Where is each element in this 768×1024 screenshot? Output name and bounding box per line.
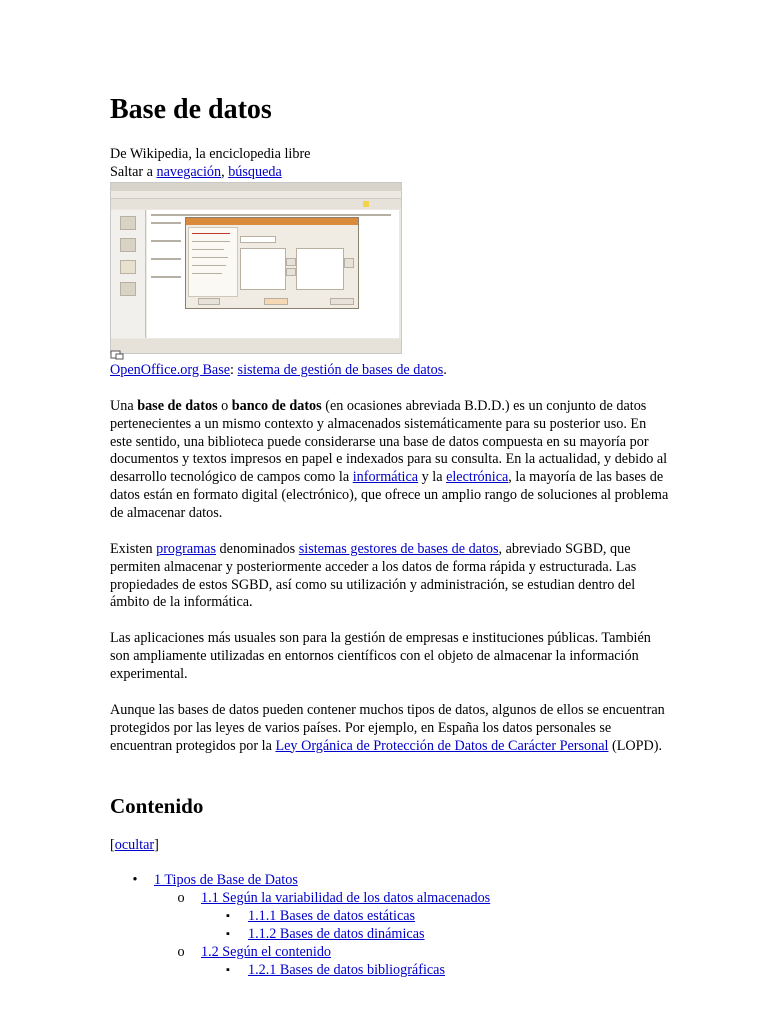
paragraph-3: Las aplicaciones más usuales son para la gestión de empresas e instituciones públicas. También son ampliamente utilizadas en entornos científicos con el objeto de almacenar la información experimental. [110, 630, 651, 682]
figure-image[interactable] [110, 182, 402, 354]
caption-link-sgbd[interactable]: sistema de gestión de bases de datos [237, 362, 444, 378]
tagline: De Wikipedia, la enciclopedia libre [110, 146, 311, 162]
toc-link[interactable]: 1 Tipos de Base de Datos [154, 872, 298, 888]
toc-link[interactable]: 1.1.1 Bases de datos estáticas [248, 908, 416, 924]
toc-hide-link[interactable]: ocultar [114, 837, 155, 853]
toc-link[interactable]: 1.2.1 Bases de datos bibliográficas [248, 962, 446, 978]
paragraph-4: Aunque las bases de datos pueden contener muchos tipos de datos, algunos de ellos se encuentran protegidos por las leyes de varios países. Por ejemplo, en España los datos personales se encuentran protegidos por la Ley Orgánica de Protección de Datos de Carácter Personal (LOPD). [110, 702, 665, 754]
link-informatica[interactable]: informática [352, 469, 419, 486]
article-subheader [110, 146, 310, 182]
link-programas[interactable]: programas [156, 541, 216, 557]
jump-links [110, 164, 310, 182]
screenshot-statusbar [111, 339, 401, 353]
jump-separator: , [221, 163, 229, 180]
bullet-square-icon: ▪ [226, 928, 230, 940]
jump-prefix: Saltar a [110, 163, 157, 180]
bullet-square-icon: ▪ [226, 964, 230, 976]
navigation-link[interactable]: navegación [156, 163, 222, 180]
toc-toggle: [ocultar] [110, 837, 159, 853]
bullet-circle-icon: o [177, 944, 185, 960]
link-electronica[interactable]: electrónica [446, 469, 509, 486]
screenshot-sidebar [111, 210, 146, 338]
screenshot-titlebar [111, 183, 401, 191]
toc-link[interactable]: 1.1 Según la variabilidad de los datos almacenados [201, 890, 491, 906]
screenshot-dialog [185, 217, 359, 309]
screenshot-toolbar [111, 199, 401, 209]
page-title: Base de datos [110, 94, 272, 125]
link-sgbd[interactable]: sistemas gestores de bases de datos [298, 541, 499, 557]
screenshot-menubar [111, 191, 401, 199]
bullet-disc-icon: • [132, 872, 138, 888]
toc-link[interactable]: 1.2 Según el contenido [201, 944, 332, 960]
figure-caption: OpenOffice.org Base: sistema de gestión de bases de datos. [110, 362, 447, 378]
bullet-circle-icon: o [177, 890, 185, 906]
search-link[interactable]: búsqueda [228, 163, 282, 180]
paragraph-1: Una base de datos o banco de datos (en ocasiones abreviada B.D.D.) es un conjunto de datos pertenecientes a un mismo contexto y almacenados sistemáticamente para su posterior uso. En este sentido, una biblioteca puede considerarse una base de datos compuesta en su mayoría por documentos y textos impresos en papel e indexados para su consulta. En la actualidad, y debido al desarrollo tecnológico de campos como la informática y la electrónica, la mayoría de las bases de datos están en formato digital (electrónico), que ofrece un amplio rango de soluciones al problema de almacenar datos. [110, 398, 669, 521]
toc-link[interactable]: 1.1.2 Bases de datos dinámicas [248, 926, 425, 942]
toc-heading: Contenido [110, 794, 204, 818]
paragraph-2: Existen programas denominados sistemas gestores de bases de datos, abreviado SGBD, que permiten almacenar y posteriormente acceder a los datos de forma rápida y estructurada. Las propiedades de estos SGBD, así como su utilización y administración, se estudian dentro del ámbito de la informática. [110, 541, 637, 611]
bullet-square-icon: ▪ [226, 910, 230, 922]
link-lopd[interactable]: Ley Orgánica de Protección de Datos de Carácter Personal [275, 737, 609, 754]
magnify-icon[interactable] [110, 350, 124, 360]
caption-link-openoffice-base[interactable]: OpenOffice.org Base [110, 362, 231, 378]
